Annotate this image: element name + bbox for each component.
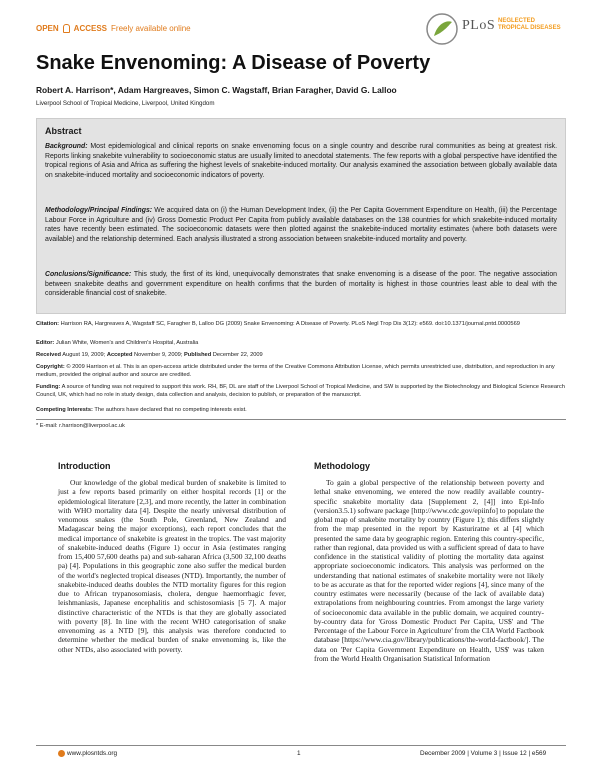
conclusions-label: Conclusions/Significance:: [45, 271, 132, 278]
freely-available-label: Freely available online: [111, 24, 191, 33]
citation-text: Harrison RA, Hargreaves A, Wagstaff SC, Faragher B, Lalloo DG (2009) Snake Envenoming: A Disease of Poverty. PLoS Negl Trop Dis 3(12): e569. doi:10.1371/journal.pntd.0000569: [59, 321, 520, 327]
journal-subtitle-line2: TROPICAL DISEASES: [498, 25, 561, 31]
footer-url[interactable]: [58, 750, 117, 757]
open-access-lock-icon: [63, 24, 70, 33]
competing-text: The authors have declared that no competing interests exist.: [92, 407, 247, 413]
author-list: Robert A. Harrison*, Adam Hargreaves, Simon C. Wagstaff, Brian Faragher, David G. Lalloo: [36, 85, 397, 95]
article-title: Snake Envenoming: A Disease of Poverty: [36, 52, 431, 74]
footer-divider: [36, 745, 566, 746]
editor: [36, 340, 566, 348]
received-date: August 19, 2009;: [60, 352, 107, 358]
accepted-label: Accepted: [106, 352, 133, 358]
journal-subtitle-line1: NEGLECTED: [498, 18, 536, 24]
abstract-background: [45, 142, 557, 181]
dates: [36, 352, 566, 360]
conclusions-text: This study, the first of its kind, unequivocally demonstrates that snake envenoming is a disease of the poor. The negative association between snakebite deaths and government expenditure on health confirms that the burden of mortality is highest in those countries least able to deal with the considerable financial cost of snakebite.: [45, 271, 557, 298]
methods-label: Methodology/Principal Findings:: [45, 207, 153, 214]
introduction-paragraph: Our knowledge of the global medical burden of snakebite is limited to just a few reports based primarily on either hospital records [1] or the epidemiological literature [2,3], and more recently, the latter in combination with WHO mortality data [4]. Despite the nearly universal distribution of venomous snakes (the South Pole, Greenland, New Zealand and Madagascar being the major exceptions), each report concludes that the medical importance of snakebite is greatest in the tropics. The vast majority of snakebite-induced deaths (Figure 1) occur in Asia (estimates ranging from 15,400 57,600 deaths pa) and sub-saharan Africa (3,500 32,100 deaths pa) [4]. Populations in this geographic zone also suffer the medical burden of the world's neglected tropical diseases (NTD). Importantly, the number of snakebite-induced deaths doubles the NTD mortality figures for this region due to African trypanosomiasis, cholera, dengue haemorrhagic fever, leishmaniasis, Japanese encephalitis and schistosomiasis [5 7]. A major distinctive characteristic of the NTDs is that they are globally associated with poverty [8]. In line with the recent WHO categorisation of snake envenoming as a NTD [9], this analysis was therefore conducted to determine whether the medical burden of snake envenoming is, like the other NTDs, also associated with poverty.: [58, 478, 286, 654]
introduction-text: [58, 478, 286, 654]
published-label: Published: [184, 352, 212, 358]
copyright-label: Copyright:: [36, 364, 65, 370]
footer-url-text: www.plosntds.org: [67, 750, 118, 758]
abstract-heading: Abstract: [45, 126, 82, 136]
journal-logo: [424, 12, 564, 46]
plos-leaf-icon: [424, 12, 460, 46]
background-label: Background:: [45, 143, 88, 150]
methodology-paragraph: To gain a global perspective of the relationship between poverty and lethal snake envenoming, we entered the now readily available country-specific snakebite mortality data [Supplement 2, [4]] into Epi-Info (version3.5.1) software package [http://www.cdc.gov/epiinfo] to populate the global map of snakebite mortality by country (Figure 1); this differs slightly from the map presented in the report by Kasturiratne et al [4] which presented the same data by geographic region. Entering this country-specific, rather than regional, data provided us with a sufficient spread of data to have confidence in the statistical validity of plotting the mortality data against appropriate socioeconomic indicators. This analysis was performed on the understanding that national estimates of snakebite mortality were not likely to be as accurate as that for the reported wider regions [4], since many of the country estimates were necessarily (because of the lack of available data) extrapolations from neighbouring countries. From amongst the large variety of socioeconomic data available in the public domain, we acquired country-by-country data for 'Gross Domestic Product Per Capita, US$' and 'The Percentage of the Labour Force in Agriculture' from the CIA World Factbook database [https://www.cia.gov/library/publications/the-world-factbook/]. The data on 'Per Capita Government Expenditure on Health, US$' was taken from the World Health Organisation Statistical Information: [314, 478, 545, 663]
methods-text: We acquired data on (i) the Human Development Index, (ii) the Per Capita Government Expenditure on Health, (iii) the Percentage Labour Force in Agriculture and (iv) Gross Domestic Product Per Capita from publicly available databases on the 138 countries for which snakebite-induced mortality rates have recently been estimated. The socioeconomic datasets were then plotted against the snakebite-induced mortality estimates (where both datasets were available) and the relationship determined. Each analysis illustrated a strong association between snakebite-induced mortality and poverty.: [45, 207, 557, 244]
background-text: Most epidemiological and clinical reports on snake envenoming focus on a single country and describe rural communities as being at greatest risk. Reports linking snakebite vulnerability to socioeconomic status are usually limited to anecdotal statements. The few reports with a global perspective have identified the tropical regions of Asia and Africa as suffering the highest levels of snakebite-induced mortality. Our analysis examined the association between globally available data on snakebite-induced mortality and socioeconomic indicators of poverty.: [45, 143, 557, 180]
citation: [36, 321, 566, 329]
introduction-heading: Introduction: [58, 461, 111, 471]
accepted-date: November 9, 2009;: [132, 352, 184, 358]
access-label: ACCESS: [73, 24, 108, 33]
meta-divider: [36, 419, 566, 420]
copyright: [36, 364, 566, 379]
open-access-badge: [36, 24, 191, 33]
competing-interests: [36, 407, 566, 415]
affiliation: Liverpool School of Tropical Medicine, Liverpool, United Kingdom: [36, 100, 215, 107]
plos-wordmark: PLoS: [462, 18, 496, 33]
editor-label: Editor:: [36, 340, 55, 346]
corresponding-email: * E-mail: r.harrison@liverpool.ac.uk: [36, 423, 125, 429]
methodology-heading: Methodology: [314, 461, 370, 471]
copyright-text: © 2009 Harrison et al. This is an open-access article distributed under the terms of the Creative Commons Attribution License, which permits unrestricted use, distribution, and reproduction in any medium, provided the original author and source are credited.: [36, 364, 555, 378]
plos-small-icon: [58, 750, 65, 757]
funding-label: Funding:: [36, 384, 61, 390]
abstract-conclusions: [45, 270, 557, 299]
editor-text: Julian White, Women's and Children's Hospital, Australia: [54, 340, 199, 346]
abstract-methods: [45, 206, 557, 245]
issue-info: December 2009 | Volume 3 | Issue 12 | e569: [420, 750, 547, 757]
methodology-text: [314, 478, 544, 663]
journal-subtitle: [498, 18, 568, 32]
received-label: Received: [36, 352, 61, 358]
funding-text: A source of funding was not required to support this work. RH, BF, DL are staff of the Liverpool School of Tropical Medicine, and SW is supported by the Biotechnology and Biological Science Research Council, UK, which had no role in study design, data collection and analysis, decision to publish, or preparation of the manuscript.: [36, 384, 565, 398]
open-label: OPEN: [36, 24, 59, 33]
citation-label: Citation:: [36, 321, 60, 327]
page-number: 1: [297, 750, 301, 757]
competing-label: Competing Interests:: [36, 407, 93, 413]
funding: [36, 384, 566, 399]
published-date: December 22, 2009: [211, 352, 263, 358]
